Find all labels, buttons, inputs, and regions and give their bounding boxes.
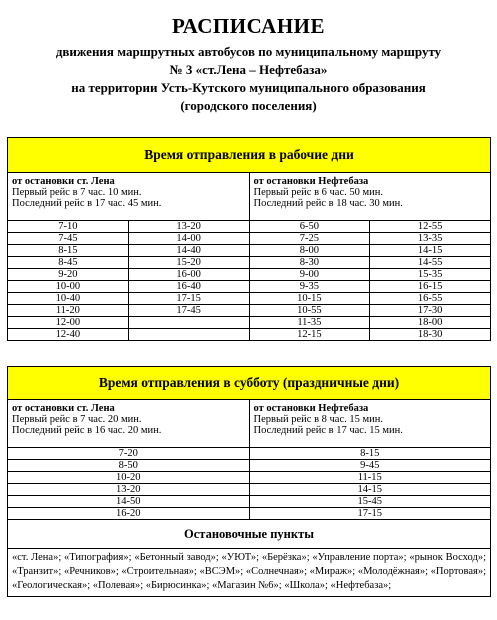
time-cell: 16-55 <box>370 293 491 305</box>
time-cell: 16-15 <box>370 281 491 293</box>
saturday-right-stop: от остановки Нефтебаза <box>253 403 369 414</box>
time-cell: 16-20 <box>8 508 250 520</box>
saturday-heading: Время отправления в субботу (праздничные дни) <box>8 367 491 400</box>
time-cell: 18-00 <box>370 317 491 329</box>
table-row <box>8 305 491 317</box>
time-cell: 14-15 <box>249 484 491 496</box>
subtitle-line-3: на территории Усть-Кутского муниципального образования <box>71 80 426 95</box>
time-cell: 8-15 <box>249 448 491 460</box>
time-cell: 10-15 <box>249 293 370 305</box>
time-cell: 7-25 <box>249 233 370 245</box>
time-cell <box>128 329 249 341</box>
subtitle-line-1: движения маршрутных автобусов по муниципальному маршруту <box>55 44 442 59</box>
time-cell: 8-30 <box>249 257 370 269</box>
time-cell: 14-40 <box>128 245 249 257</box>
time-cell: 17-30 <box>370 305 491 317</box>
stops-heading: Остановочные пункты <box>8 520 491 549</box>
time-cell: 15-20 <box>128 257 249 269</box>
table-row <box>8 317 491 329</box>
table-row <box>8 496 491 508</box>
time-cell: 8-50 <box>8 460 250 472</box>
weekday-right-info <box>249 173 491 221</box>
time-cell: 14-15 <box>370 245 491 257</box>
time-cell: 16-40 <box>128 281 249 293</box>
saturday-right-first: Первый рейс в 8 час. 15 мин. <box>253 414 384 425</box>
time-cell: 16-00 <box>128 269 249 281</box>
table-row <box>8 293 491 305</box>
table-row <box>8 233 491 245</box>
saturday-left-info <box>8 400 250 448</box>
time-cell: 9-45 <box>249 460 491 472</box>
time-cell: 9-00 <box>249 269 370 281</box>
saturday-schedule-table <box>7 366 491 597</box>
time-cell: 8-45 <box>8 257 129 269</box>
table-row <box>8 460 491 472</box>
table-row <box>8 269 491 281</box>
time-cell: 14-00 <box>128 233 249 245</box>
time-cell: 10-55 <box>249 305 370 317</box>
weekday-heading: Время отправления в рабочие дни <box>8 138 491 173</box>
time-cell: 6-50 <box>249 221 370 233</box>
weekday-left-first: Первый рейс в 7 час. 10 мин. <box>12 187 142 198</box>
time-cell: 7-45 <box>8 233 129 245</box>
time-cell: 17-15 <box>249 508 491 520</box>
weekday-right-first: Первый рейс в 6 час. 50 мин. <box>253 187 384 198</box>
time-cell <box>128 317 249 329</box>
time-cell: 15-35 <box>370 269 491 281</box>
subtitle-line-2: № 3 «ст.Лена – Нефтебаза» <box>169 62 328 77</box>
saturday-left-stop: от остановки ст. Лена <box>12 403 115 414</box>
table-row <box>8 221 491 233</box>
table-row <box>8 484 491 496</box>
time-cell: 10-20 <box>8 472 250 484</box>
table-row <box>8 508 491 520</box>
time-cell: 13-20 <box>8 484 250 496</box>
weekday-right-stop: от остановки Нефтебаза <box>253 176 369 187</box>
page-title: РАСПИСАНИЕ <box>171 14 326 38</box>
time-cell: 12-55 <box>370 221 491 233</box>
time-cell: 9-20 <box>8 269 129 281</box>
time-cell: 17-45 <box>128 305 249 317</box>
stops-list: «ст. Лена»; «Типография»; «Бетонный завод»; «УЮТ»; «Берёзка»; «Управление порта»; «рынок Восход»; «Транзит»; «Речников»; «Строительная»; «ВСЭМ»; «Солнечная»; «Мираж»; «Молодёжная»; «Портовая»; «Геологическая»; «Полевая»; «Бирюсинка»; «Магазин №6»; «Школа»; «Нефтебаза»; <box>8 549 491 597</box>
time-cell: 12-00 <box>8 317 129 329</box>
time-cell: 11-20 <box>8 305 129 317</box>
time-cell: 17-15 <box>128 293 249 305</box>
weekday-left-stop: от остановки ст. Лена <box>12 176 115 187</box>
time-cell: 11-35 <box>249 317 370 329</box>
saturday-right-info <box>249 400 491 448</box>
weekday-right-last: Последний рейс в 18 час. 30 мин. <box>253 198 403 209</box>
time-cell: 12-15 <box>249 329 370 341</box>
time-cell: 18-30 <box>370 329 491 341</box>
time-cell: 11-15 <box>249 472 491 484</box>
time-cell: 15-45 <box>249 496 491 508</box>
weekday-left-info <box>8 173 250 221</box>
weekday-left-last: Последний рейс в 17 час. 45 мин. <box>12 198 162 209</box>
saturday-right-last: Последний рейс в 17 час. 15 мин. <box>253 425 403 436</box>
time-cell: 13-35 <box>370 233 491 245</box>
saturday-left-first: Первый рейс в 7 час. 20 мин. <box>12 414 142 425</box>
table-row <box>8 472 491 484</box>
time-cell: 12-40 <box>8 329 129 341</box>
time-cell: 13-20 <box>128 221 249 233</box>
time-cell: 9-35 <box>249 281 370 293</box>
time-cell: 7-10 <box>8 221 129 233</box>
weekday-schedule-table <box>7 137 491 341</box>
time-cell: 8-15 <box>8 245 129 257</box>
time-cell: 7-20 <box>8 448 250 460</box>
time-cell: 14-50 <box>8 496 250 508</box>
time-cell: 8-00 <box>249 245 370 257</box>
saturday-left-last: Последний рейс в 16 час. 20 мин. <box>12 425 162 436</box>
time-cell: 10-00 <box>8 281 129 293</box>
table-row <box>8 245 491 257</box>
subtitle-line-4: (городского поселения) <box>180 98 317 113</box>
table-row <box>8 281 491 293</box>
table-row <box>8 257 491 269</box>
table-row <box>8 448 491 460</box>
table-row <box>8 329 491 341</box>
time-cell: 10-40 <box>8 293 129 305</box>
time-cell: 14-55 <box>370 257 491 269</box>
